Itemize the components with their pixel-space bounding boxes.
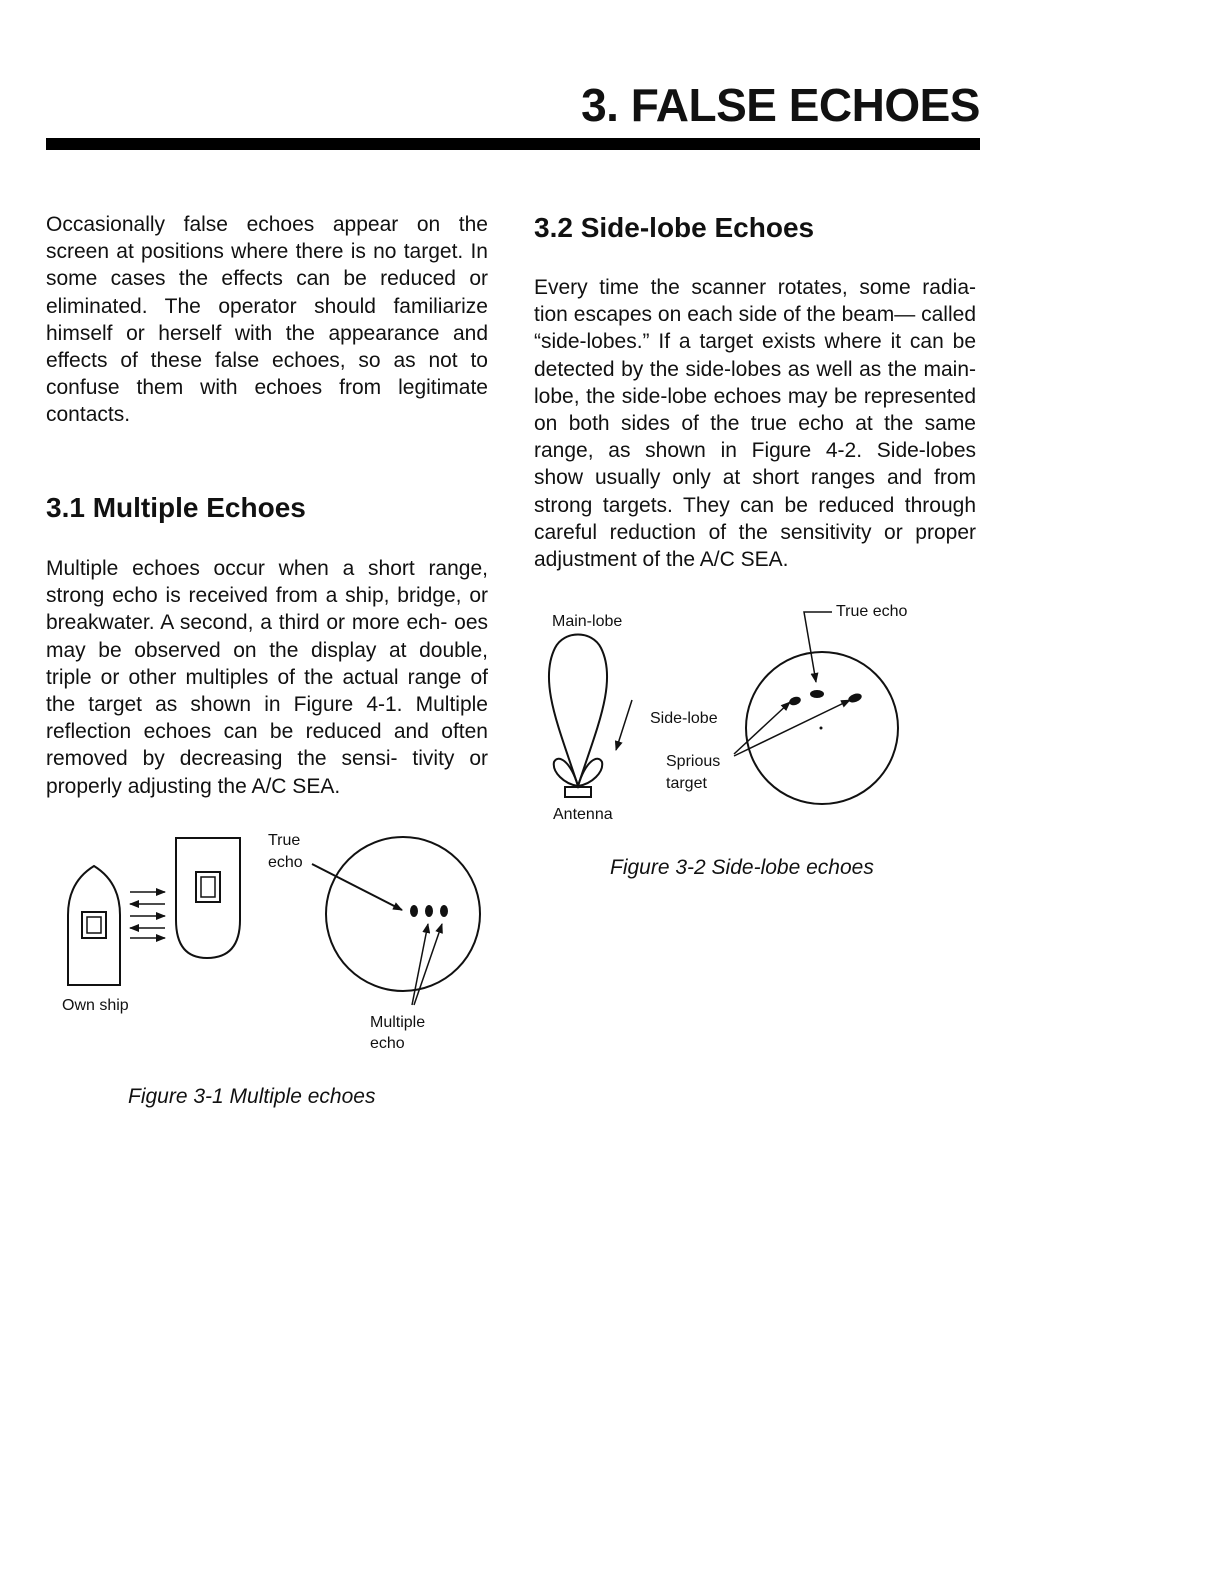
- spurious-target-label: Sprious: [666, 753, 721, 770]
- multiple-echo-label-2: echo: [370, 1035, 405, 1052]
- intro-paragraph: Occasionally false echoes appear on the screen at positions where there is no target. In some cases the effects can be reduced or eliminated. The operator should familiarize himself or herself with the appearance and effects of these false echoes, so as not to confuse them with echoes from legitimate contacts.: [46, 213, 488, 427]
- true-echo-pointer: [804, 612, 832, 682]
- own-ship-label: Own ship: [62, 997, 129, 1014]
- section-3-1-paragraph: Multiple echoes occur when a short range, strong echo is received from a ship, bridge, or breakwater. A second, a third or more ech- oes may be observed on the display at double, triple or other multiples of the actual range of the target as shown in Figure 4-1. Multiple reflection echoes can be reduced and often removed by decreasing the sensi- tivity or properly adjusting the A/C SEA.: [46, 557, 488, 798]
- main-lobe-label: Main-lobe: [552, 613, 623, 630]
- true-echo-label-2: echo: [268, 854, 303, 871]
- spurious-arrow: [734, 702, 790, 754]
- own-ship-hull: [68, 866, 120, 985]
- title-rule: [46, 138, 980, 150]
- spurious-target-dot: [820, 727, 823, 730]
- antenna-label: Antenna: [553, 806, 613, 823]
- figure-3-1-caption: Figure 3-1 Multiple echoes: [128, 1085, 376, 1108]
- figure-multiple-echoes: [0, 820, 520, 1070]
- section-3-1-heading: 3.1 Multiple Echoes: [46, 492, 306, 523]
- reflection-arrows: [130, 892, 165, 938]
- true-echo-label: True echo: [836, 603, 908, 620]
- echo-dot: [410, 905, 418, 917]
- side-lobe-echo-dot: [847, 692, 863, 704]
- side-lobe-echo-dot: [788, 695, 802, 707]
- target-ship: [176, 838, 240, 958]
- echo-dot: [440, 905, 448, 917]
- spurious-target-label-2: target: [666, 775, 707, 792]
- section-3-2-heading: 3.2 Side-lobe Echoes: [534, 212, 815, 243]
- radar-display: [326, 837, 480, 991]
- multiple-echo-label: Multiple: [370, 1014, 426, 1031]
- section-3-2-paragraph: Every time the scanner rotates, some radia- tion escapes on each side of the beam— called “side-lobes.” If a target exists where it can be detected by the side-lobes as well as the main-lobe, the side-lobe echoes may be represented on both sides of the true echo at the same range, as shown in Figure 4-2. Side-lobes show usually only at short ranges and from strong targets. They can be reduced through careful reduction of the sensitivity or proper adjustment of the A/C SEA.: [534, 276, 976, 572]
- side-lobe-pointer: [616, 700, 632, 750]
- true-echo-label: True: [268, 832, 301, 849]
- side-lobe-label: Side-lobe: [650, 710, 718, 727]
- true-echo-arrow: [312, 864, 402, 910]
- figure-side-lobe-echoes: [520, 590, 940, 830]
- main-lobe-shape: [549, 635, 607, 787]
- figure-3-2-caption: Figure 3-2 Side-lobe echoes: [610, 856, 874, 879]
- true-echo-dot: [810, 690, 824, 698]
- spurious-arrow: [734, 700, 850, 756]
- chapter-title: 3. FALSE ECHOES: [581, 79, 980, 131]
- multiple-echo-arrow: [412, 924, 428, 1005]
- echo-dot: [425, 905, 433, 917]
- multiple-echo-arrow: [414, 924, 442, 1005]
